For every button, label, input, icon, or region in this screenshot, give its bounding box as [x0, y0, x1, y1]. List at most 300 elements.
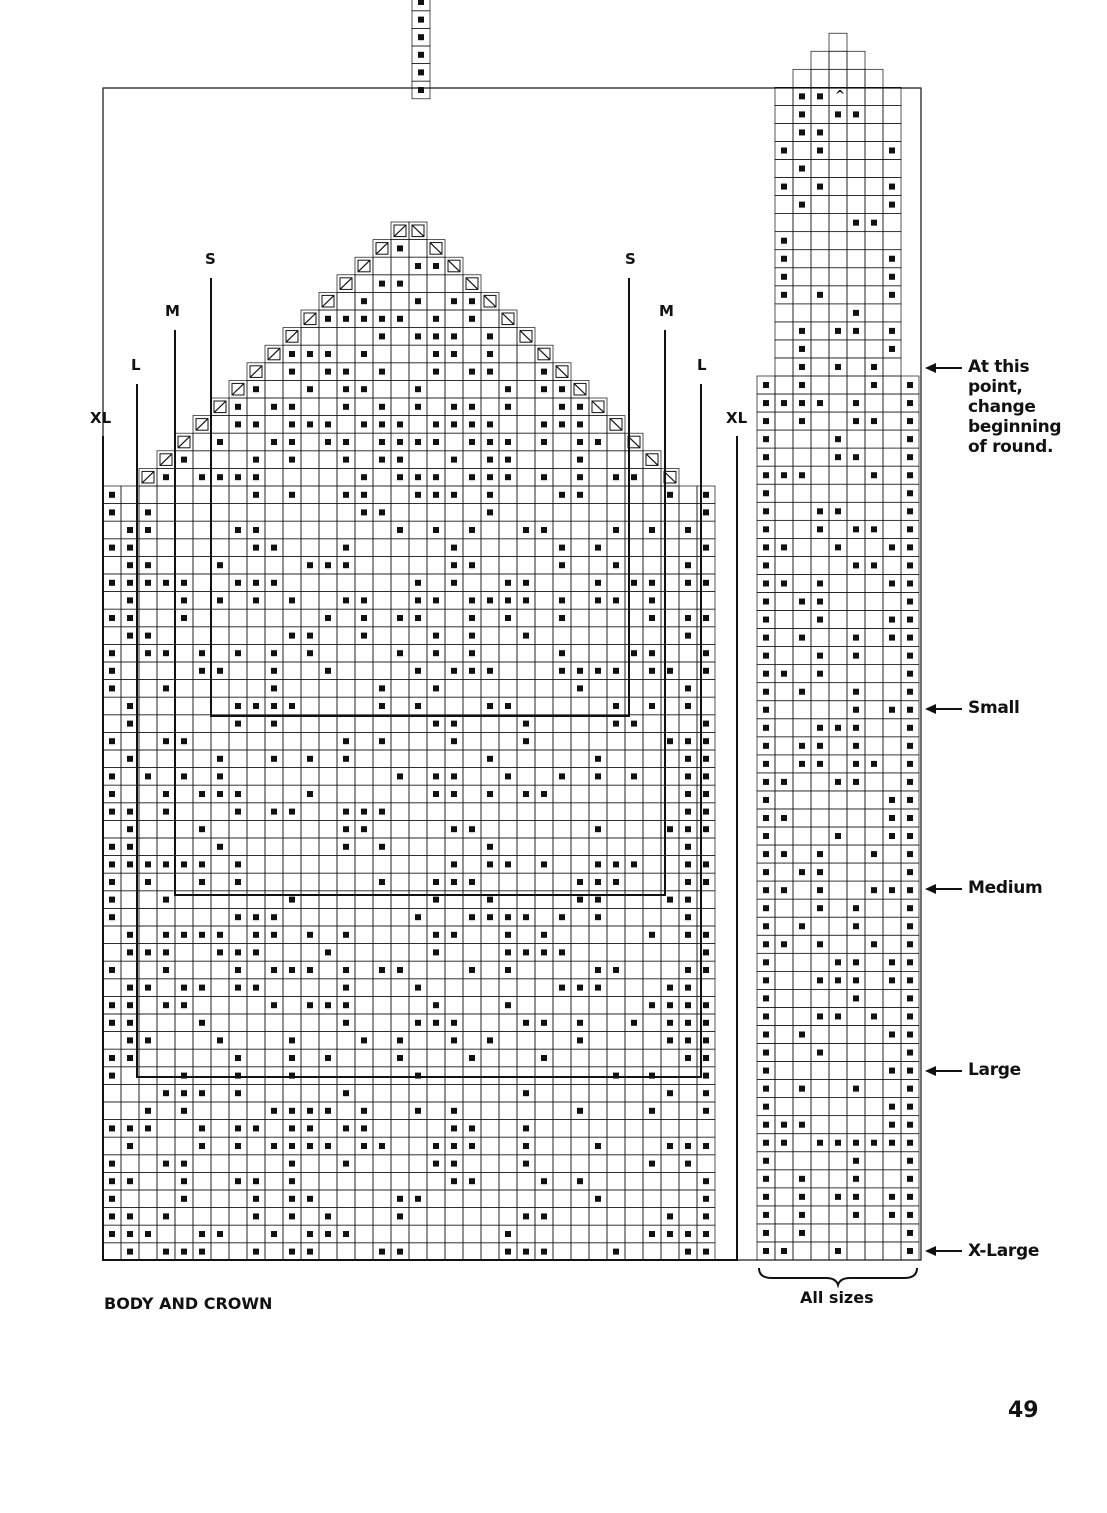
stitch-mark [763, 833, 769, 839]
side-cell [847, 1224, 865, 1242]
stitch-mark [853, 454, 859, 460]
side-cell [847, 1044, 865, 1062]
chart-cell [265, 1067, 283, 1085]
stitch-mark [415, 914, 421, 920]
stitch-mark [853, 220, 859, 226]
side-cell [847, 863, 865, 881]
stitch-mark [649, 1161, 655, 1167]
chart-cell [625, 556, 643, 574]
stitch-mark [271, 404, 277, 410]
stitch-mark [649, 580, 655, 586]
side-cell [775, 827, 793, 845]
stitch-mark [541, 439, 547, 445]
chart-cell [553, 961, 571, 979]
chart-cell [589, 1120, 607, 1138]
chart-cell [625, 785, 643, 803]
side-cell [793, 1062, 811, 1080]
crown-cell [265, 451, 283, 469]
decrease-slash [322, 295, 334, 307]
stitch-mark [835, 959, 841, 965]
chart-cell [553, 627, 571, 645]
chart-cell [571, 1049, 589, 1067]
chart-cell [337, 1172, 355, 1190]
chart-cell [121, 1155, 139, 1173]
chart-cell [391, 1172, 409, 1190]
chart-cell [175, 504, 193, 522]
side-cell [829, 592, 847, 610]
stitch-mark [127, 1002, 133, 1008]
chart-cell [157, 486, 175, 504]
stitch-mark [595, 668, 601, 674]
stitch-mark [907, 544, 913, 550]
chart-cell [499, 1155, 517, 1173]
chart-cell [175, 820, 193, 838]
stitch-mark [817, 400, 823, 406]
chart-cell [463, 979, 481, 997]
stitch-mark [781, 671, 787, 677]
crown-cell [409, 310, 427, 328]
stitch-mark [469, 316, 475, 322]
size-marker-xl-right: XL [726, 409, 748, 427]
stitch-mark [451, 404, 457, 410]
stitch-mark [163, 580, 169, 586]
chart-cell [463, 574, 481, 592]
stitch-mark [181, 580, 187, 586]
chart-cell [499, 644, 517, 662]
stitch-mark [577, 1178, 583, 1184]
side-cell [865, 574, 883, 592]
chart-cell [211, 908, 229, 926]
stitch-mark [289, 457, 295, 463]
chart-cell [193, 539, 211, 557]
stitch-mark [763, 1068, 769, 1074]
chart-cell [607, 504, 625, 522]
stitch-mark [907, 905, 913, 911]
stitch-mark [577, 985, 583, 991]
stitch-mark [289, 421, 295, 427]
stitch-mark [487, 756, 493, 762]
stitch-mark [487, 844, 493, 850]
chart-cell [571, 627, 589, 645]
side-cell [847, 1025, 865, 1043]
stitch-mark [109, 809, 115, 815]
stitch-mark [253, 703, 259, 709]
side-cell [829, 1080, 847, 1098]
stitch-mark [235, 809, 241, 815]
chart-cell [373, 1049, 391, 1067]
chart-cell [535, 627, 553, 645]
chart-cell [103, 627, 121, 645]
stitch-mark [613, 967, 619, 973]
stitch-mark [289, 1055, 295, 1061]
chart-cell [427, 1102, 445, 1120]
stitch-mark [379, 1249, 385, 1255]
stitch-mark [361, 1037, 367, 1043]
stitch-mark [577, 492, 583, 498]
chart-cell [265, 979, 283, 997]
side-cell [829, 737, 847, 755]
chart-cell [427, 750, 445, 768]
side-cell [865, 953, 883, 971]
chart-cell [499, 1067, 517, 1085]
stitch-mark [817, 653, 823, 659]
crown-cell [535, 451, 553, 469]
chart-cell [211, 1190, 229, 1208]
stitch-mark [799, 364, 805, 370]
stitch-mark [685, 1002, 691, 1008]
chart-cell [139, 486, 157, 504]
stitch-mark [469, 597, 475, 603]
stitch-mark [451, 1178, 457, 1184]
chart-cell [625, 750, 643, 768]
chart-cell [193, 838, 211, 856]
chart-cell [499, 1190, 517, 1208]
stitch-mark [799, 202, 805, 208]
stitch-mark [763, 977, 769, 983]
chart-cell [265, 873, 283, 891]
chart-cell [661, 1172, 679, 1190]
chart-cell [301, 1172, 319, 1190]
stitch-mark [217, 439, 223, 445]
stitch-mark [763, 1212, 769, 1218]
stitch-mark [253, 1196, 259, 1202]
stitch-mark [703, 809, 709, 815]
chart-cell [427, 609, 445, 627]
stitch-mark [127, 1178, 133, 1184]
chart-cell [355, 715, 373, 733]
chart-cell [643, 750, 661, 768]
tower-cell [811, 250, 829, 268]
tower-cell [811, 160, 829, 178]
chart-cell [229, 1225, 247, 1243]
chart-cell [463, 1155, 481, 1173]
stitch-mark [505, 1231, 511, 1237]
chart-cell [247, 785, 265, 803]
stitch-mark [109, 1055, 115, 1061]
chart-cell [571, 644, 589, 662]
chart-cell [499, 732, 517, 750]
chart-cell [283, 944, 301, 962]
chart-cell [337, 662, 355, 680]
stitch-mark [685, 1055, 691, 1061]
side-cell [811, 1188, 829, 1206]
stitch-mark [181, 1090, 187, 1096]
stitch-mark [703, 879, 709, 885]
side-cell [865, 827, 883, 845]
chart-cell [373, 979, 391, 997]
tower-cell [865, 178, 883, 196]
chart-cell [679, 1084, 697, 1102]
chart-cell [301, 838, 319, 856]
side-cell [793, 1152, 811, 1170]
chart-cell [211, 1137, 229, 1155]
chart-cell [427, 856, 445, 874]
stitch-mark [217, 756, 223, 762]
chart-cell [553, 1155, 571, 1173]
stitch-mark [271, 580, 277, 586]
chart-cell [661, 504, 679, 522]
stitch-mark [433, 932, 439, 938]
chart-cell [283, 750, 301, 768]
chart-cell [337, 504, 355, 522]
stitch-mark [631, 721, 637, 727]
chart-cell [481, 1137, 499, 1155]
stitch-mark [127, 721, 133, 727]
stitch-mark [379, 369, 385, 375]
note-line: change [968, 397, 1036, 417]
chart-cell [535, 1190, 553, 1208]
stitch-mark [379, 879, 385, 885]
chart-cell [373, 750, 391, 768]
side-cell [829, 1044, 847, 1062]
tower-cell [775, 105, 793, 123]
stitch-mark [271, 914, 277, 920]
stitch-mark [109, 1161, 115, 1167]
chart-cell [553, 715, 571, 733]
stitch-mark [907, 400, 913, 406]
stitch-mark [907, 526, 913, 532]
stitch-mark [145, 773, 151, 779]
side-cell [775, 683, 793, 701]
stitch-mark [109, 1125, 115, 1131]
chart-cell [229, 1208, 247, 1226]
stitch-mark [397, 967, 403, 973]
chart-cell [661, 944, 679, 962]
chart-cell [265, 1049, 283, 1067]
crown-cell [283, 380, 301, 398]
stitch-mark [649, 1231, 655, 1237]
stitch-mark [853, 400, 859, 406]
side-cell [775, 520, 793, 538]
chart-cell [553, 891, 571, 909]
chart-cell [517, 926, 535, 944]
chart-cell [463, 803, 481, 821]
chart-cell [157, 1120, 175, 1138]
chart-cell [553, 873, 571, 891]
chart-cell [373, 592, 391, 610]
tower-cell [865, 322, 883, 340]
stitch-mark [379, 844, 385, 850]
stitch-mark [523, 527, 529, 533]
chart-cell [319, 715, 337, 733]
stitch-mark [889, 1194, 895, 1200]
chart-cell [643, 627, 661, 645]
stitch-mark [703, 1073, 709, 1079]
chart-cell [409, 1225, 427, 1243]
stitch-mark [685, 615, 691, 621]
stitch-mark [559, 773, 565, 779]
stitch-mark [871, 562, 877, 568]
stitch-mark [685, 809, 691, 815]
chart-cell [355, 944, 373, 962]
stitch-mark [289, 1143, 295, 1149]
chart-cell [373, 820, 391, 838]
chart-cell [247, 1225, 265, 1243]
side-cell [775, 953, 793, 971]
chart-cell [589, 1014, 607, 1032]
side-cell [811, 1242, 829, 1260]
chart-cell [211, 1172, 229, 1190]
stitch-mark [523, 721, 529, 727]
stitch-mark [451, 545, 457, 551]
chart-cell [157, 1172, 175, 1190]
crown-cell [463, 380, 481, 398]
note-line: point, [968, 377, 1023, 397]
side-cell [865, 899, 883, 917]
chart-cell [157, 504, 175, 522]
stitch-mark [889, 887, 895, 893]
crown-cell [319, 380, 337, 398]
chart-cell [283, 521, 301, 539]
stitch-mark [781, 779, 787, 785]
stitch-mark [907, 671, 913, 677]
stitch-mark [577, 474, 583, 480]
tower-cell [865, 268, 883, 286]
stitch-mark [763, 869, 769, 875]
stitch-mark [361, 809, 367, 815]
side-cell [865, 629, 883, 647]
chart-cell [517, 556, 535, 574]
stitch-mark [799, 400, 805, 406]
chart-cell [607, 803, 625, 821]
chart-cell [301, 1155, 319, 1173]
stitch-mark [907, 490, 913, 496]
stitch-mark [577, 897, 583, 903]
decrease-slash [610, 419, 622, 431]
side-cell [793, 484, 811, 502]
chart-cell [103, 1084, 121, 1102]
chart-cell [589, 838, 607, 856]
chart-cell [679, 1172, 697, 1190]
side-cell [847, 935, 865, 953]
chart-cell [589, 996, 607, 1014]
chart-cell [139, 926, 157, 944]
chart-cell [229, 662, 247, 680]
chart-cell [355, 961, 373, 979]
stitch-mark [907, 689, 913, 695]
stitch-mark [577, 1037, 583, 1043]
side-cell [865, 737, 883, 755]
chart-cell [535, 873, 553, 891]
stitch-mark [559, 597, 565, 603]
tower-top-cell [811, 69, 829, 87]
decrease-slash [286, 331, 298, 343]
stitch-mark [271, 650, 277, 656]
chart-cell [607, 644, 625, 662]
chart-cell [625, 1120, 643, 1138]
chart-cell [409, 644, 427, 662]
stitch-mark [145, 633, 151, 639]
stitch-mark [889, 635, 895, 641]
chart-cell [337, 715, 355, 733]
chart-cell [211, 539, 229, 557]
chart-cell [265, 1084, 283, 1102]
side-cell [883, 412, 901, 430]
brace-shape [759, 1268, 917, 1285]
stitch-mark [613, 474, 619, 480]
chart-cell [391, 715, 409, 733]
stitch-mark [397, 439, 403, 445]
stitch-mark [817, 617, 823, 623]
side-cell [883, 845, 901, 863]
chart-cell [697, 627, 715, 645]
chart-cell [157, 1014, 175, 1032]
chart-cell [571, 803, 589, 821]
side-cell [883, 1170, 901, 1188]
stitch-mark [343, 756, 349, 762]
side-cell [793, 1007, 811, 1025]
stitch-mark [907, 725, 913, 731]
stitch-mark [343, 404, 349, 410]
side-cell [883, 592, 901, 610]
stitch-mark [523, 1143, 529, 1149]
chart-cell [643, 504, 661, 522]
side-cell [865, 611, 883, 629]
tower-cell [865, 123, 883, 141]
side-cell [829, 809, 847, 827]
chart-cell [211, 979, 229, 997]
chart-cell [211, 996, 229, 1014]
tower-cell [793, 178, 811, 196]
chart-cell [211, 1067, 229, 1085]
stitch-mark [835, 1248, 841, 1254]
stitch-mark [199, 1125, 205, 1131]
chart-cell [157, 1067, 175, 1085]
chart-cell [607, 838, 625, 856]
side-cell [775, 376, 793, 394]
stitch-mark [307, 1231, 313, 1237]
stitch-mark [361, 298, 367, 304]
stitch-mark [397, 650, 403, 656]
chart-cell [373, 1172, 391, 1190]
stitch-mark [199, 879, 205, 885]
chart-cell [391, 1137, 409, 1155]
side-cell [847, 502, 865, 520]
chart-cell [499, 1137, 517, 1155]
crown-cell [445, 275, 463, 293]
chart-cell [391, 1225, 409, 1243]
side-cell [793, 448, 811, 466]
stitch-mark [418, 69, 424, 75]
stitch-mark [253, 492, 259, 498]
stitch-mark [415, 1196, 421, 1202]
chart-cell [391, 996, 409, 1014]
side-cell [883, 1007, 901, 1025]
stitch-mark [433, 791, 439, 797]
chart-cell [175, 697, 193, 715]
chart-cell [139, 1137, 157, 1155]
chart-cell [409, 1032, 427, 1050]
chart-cell [229, 996, 247, 1014]
stitch-mark [817, 526, 823, 532]
chart-cell [625, 873, 643, 891]
stitch-mark [763, 617, 769, 623]
chart-cell [625, 979, 643, 997]
chart-cell [175, 803, 193, 821]
stitch-mark [451, 492, 457, 498]
tower-cell [829, 214, 847, 232]
stitch-mark [835, 1194, 841, 1200]
side-cell [775, 1007, 793, 1025]
chart-cell [319, 873, 337, 891]
side-cell [811, 953, 829, 971]
chart-cell [265, 1155, 283, 1173]
chart-cell [175, 715, 193, 733]
chart-cell [175, 873, 193, 891]
side-cell [793, 935, 811, 953]
side-cell [829, 520, 847, 538]
crown-cell [301, 451, 319, 469]
